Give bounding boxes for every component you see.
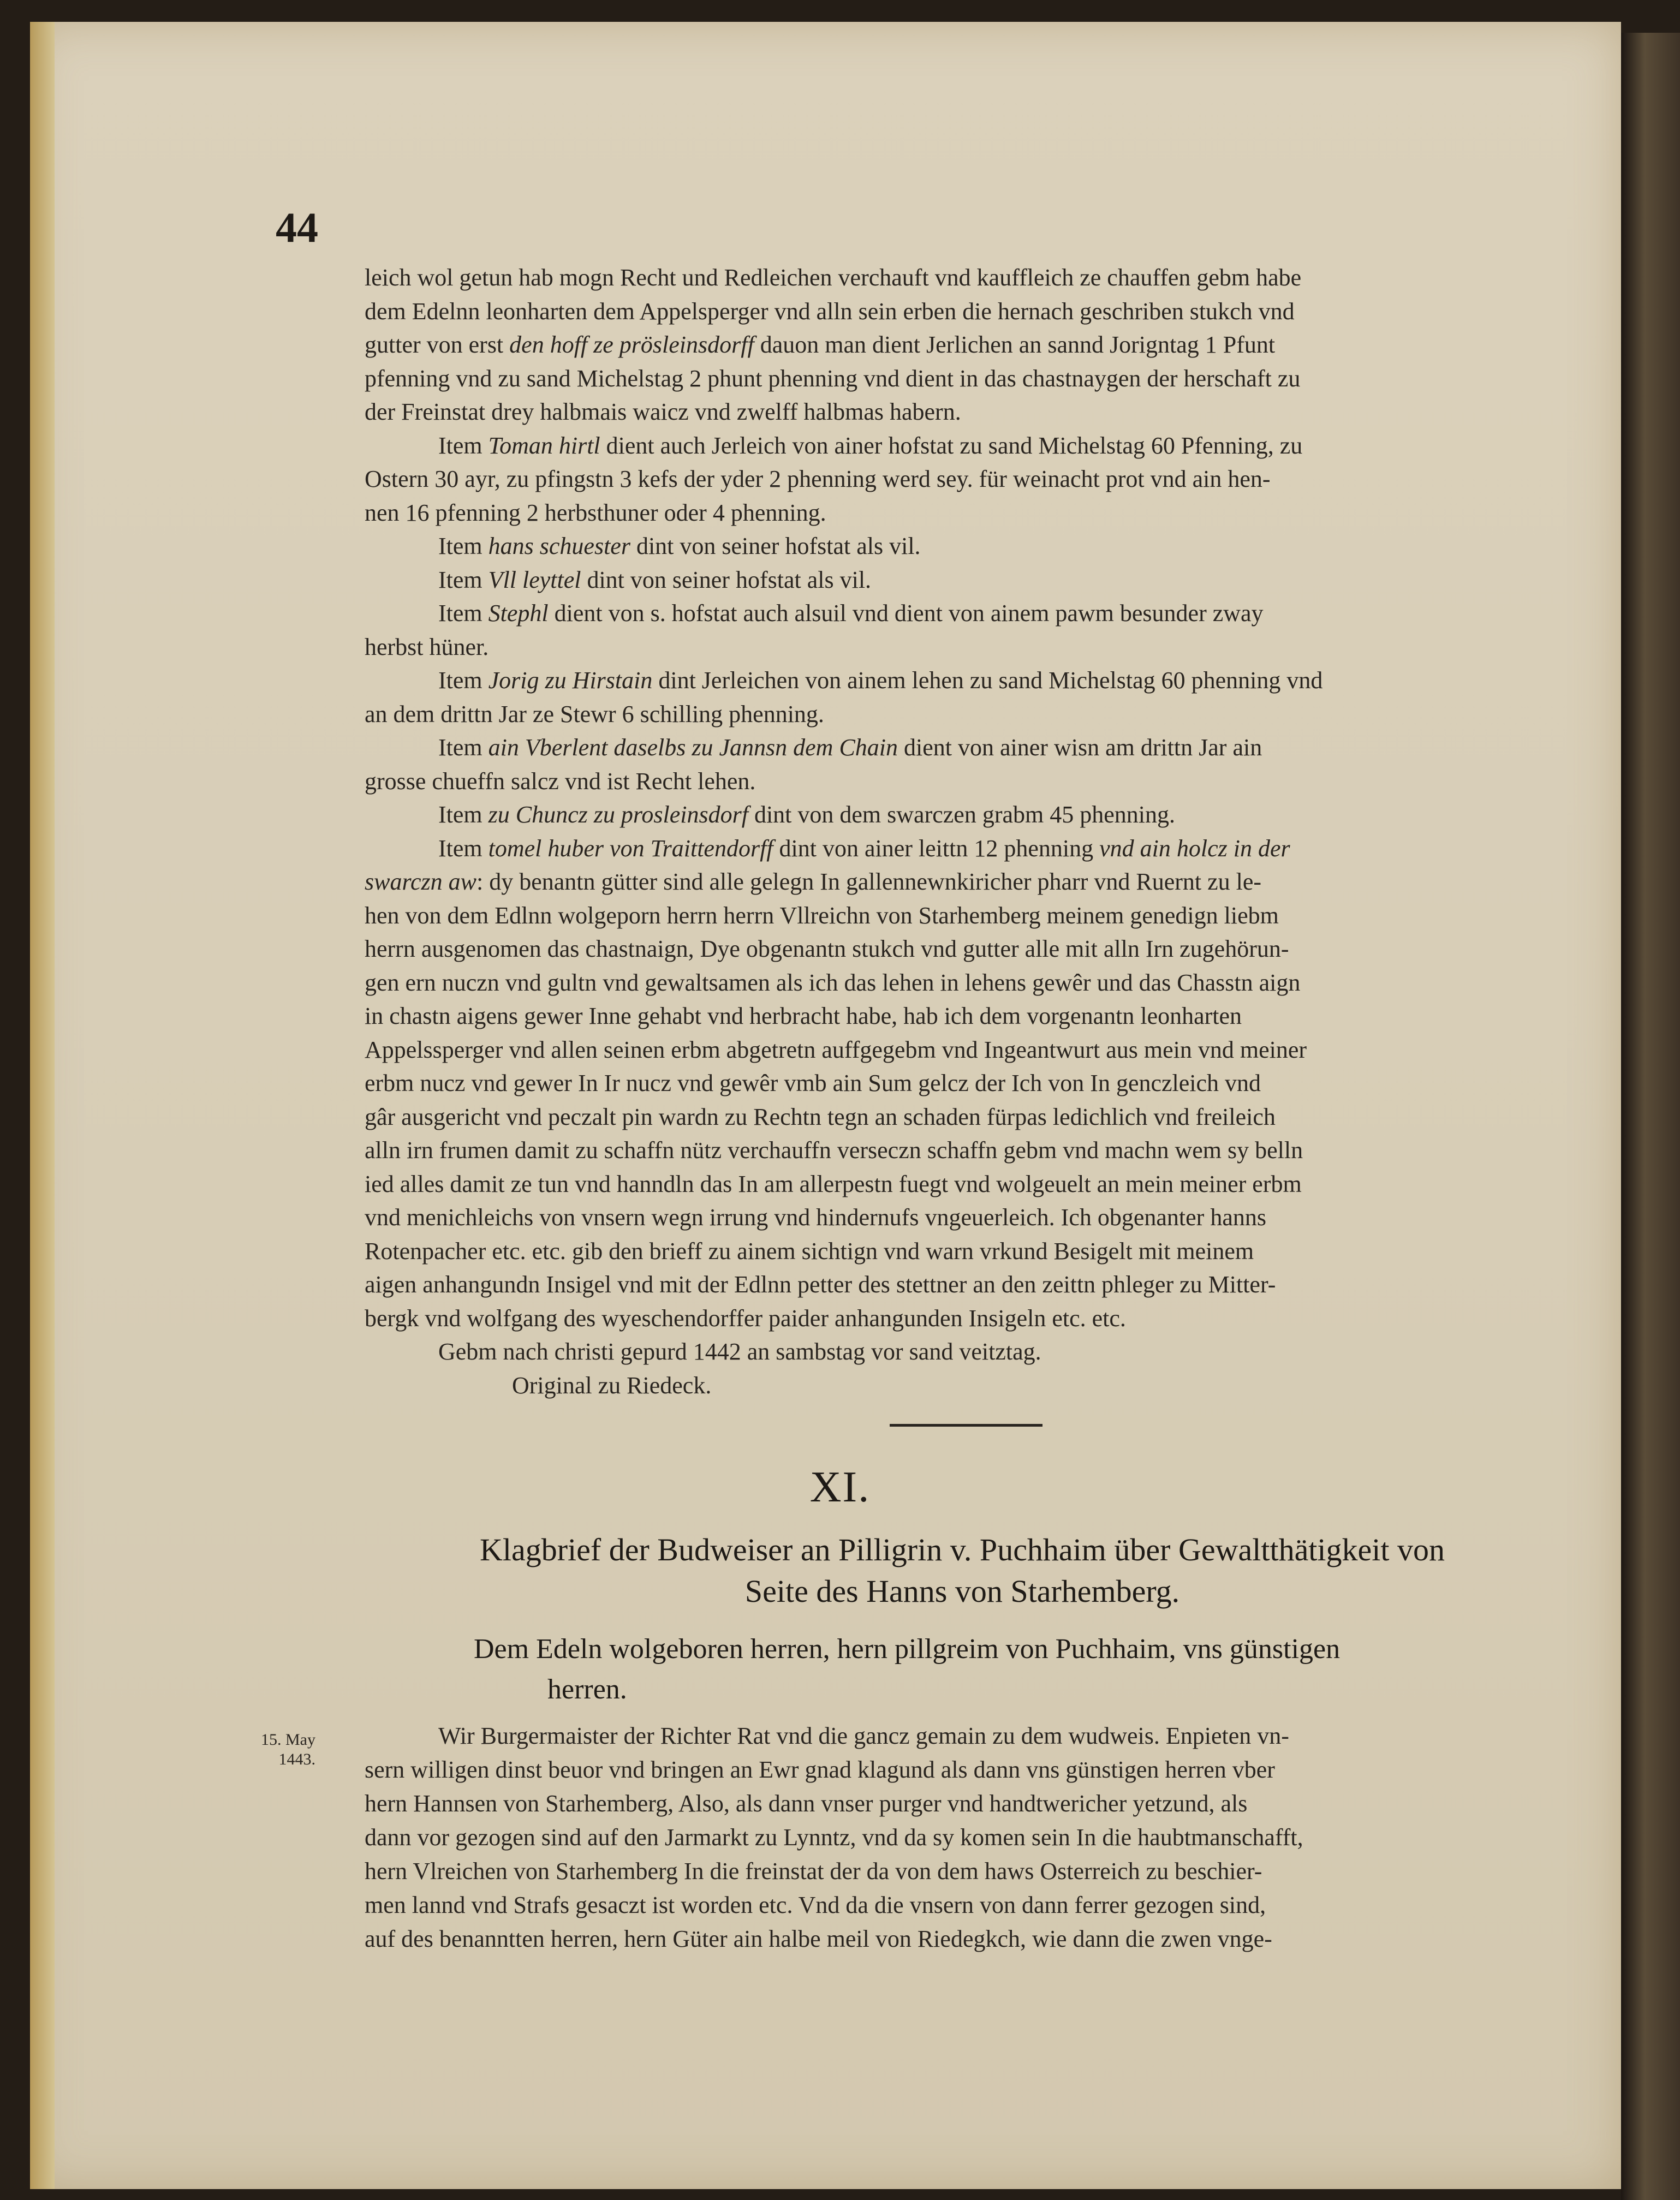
text-segment: Item: [438, 667, 488, 694]
text-line: men lannd vnd Strafs gesaczt ist worden etc. Vnd da die vnsern von dann ferrer gezogen sind,: [365, 1892, 1266, 1918]
text-line: [365, 664, 1554, 697]
text-line: [365, 429, 1554, 463]
text-segment: dem Edelnn leonharten dem Appelsperger vnd alln sein erben die hernach geschriben stukch vnd: [365, 297, 1295, 325]
text-segment: gâr ausgericht vnd peczalt pin wardn zu Rechtn tegn an schaden fürpas ledichlich vnd freileich: [365, 1103, 1276, 1130]
binding-strip: [1621, 33, 1680, 2200]
text-segment: pfenning vnd zu sand Michelstag 2 phunt phenning vnd dient in das chastnaygen der herschaft zu: [365, 365, 1301, 392]
italic-name: tomel huber von Traittendorff: [488, 834, 773, 862]
text-line: [365, 529, 1554, 563]
text-line: [365, 1201, 1554, 1235]
text-line: [365, 295, 1554, 329]
text-line: [365, 1369, 1554, 1403]
text-line: hern Vlreichen von Starhemberg In die freinstat der da von dem haws Osterreich zu beschier-: [365, 1858, 1262, 1885]
text-line: [365, 899, 1554, 933]
text-segment: Item: [438, 533, 488, 559]
section-number: XI.: [809, 1463, 871, 1511]
text-line: [365, 462, 1554, 496]
text-segment: hen von dem Edlnn wolgeporn herrn herrn Vllreichn von Starhemberg meinem genedign liebm: [365, 902, 1279, 929]
text-line: [365, 966, 1554, 1000]
section-title-line: Seite des Hanns von Starhemberg.: [744, 1573, 1180, 1609]
text-line: [365, 496, 1554, 530]
text-segment: dint von seiner hofstat als vil.: [581, 566, 872, 593]
address-line: herren.: [547, 1674, 627, 1705]
text-segment: dient von ainer wisn am drittn Jar ain: [898, 734, 1262, 761]
text-line: [365, 1167, 1554, 1201]
text-line: [365, 1335, 1554, 1369]
italic-name: hans schuester: [488, 533, 630, 559]
italic-name: Toman hirtl: [488, 432, 600, 459]
text-line: auf des benanntten herren, hern Güter ain halbe meil von Riedegkch, wie dann die zwen vnge-: [365, 1925, 1272, 1952]
text-line: [365, 362, 1554, 396]
italic-name: ain Vberlent daselbs zu Jannsn dem Chain: [488, 734, 898, 761]
text-line: sern willigen dinst beuor vnd bringen an Ewr gnad klagund als dann vns günstigen herren vber: [365, 1756, 1275, 1783]
section-title-line: Klagbrief der Budweiser an Pilligrin v. Puchhaim über Gewaltthätigkeit von: [479, 1532, 1445, 1567]
text-segment: Item: [438, 734, 488, 761]
text-segment: Gebm nach christi gepurd 1442 an sambstag vor sand veitztag.: [438, 1338, 1041, 1365]
italic-name: vnd ain holcz in der: [1099, 834, 1290, 862]
text-line: [365, 563, 1554, 597]
page-number: 44: [276, 204, 318, 251]
text-segment: alln irn frumen damit zu schaffn nütz verchauffn verseczn schaffn gebm vnd machn wem sy belln: [365, 1137, 1303, 1164]
text-line: [365, 1134, 1554, 1167]
text-segment: Original zu Riedeck.: [512, 1372, 712, 1399]
text-line: [365, 1033, 1554, 1067]
text-segment: Appelssperger vnd allen seinen erbm abgetretn auffgegebm vnd Ingeantwurt aus mein vnd meiner: [365, 1036, 1307, 1063]
section-title: [365, 1529, 1560, 1612]
text-segment: ied alles damit ze tun vnd hanndln das In am allerpestn fuegt vnd wolgeuelt an mein meiner erbm: [365, 1170, 1302, 1197]
text-line: [365, 798, 1554, 832]
italic-name: Stephl: [488, 600, 549, 627]
text-segment: Rotenpacher etc. etc. gib den brieff zu ainem sichtign vnd warn vrkund Besigelt mit meinem: [365, 1237, 1254, 1265]
italic-name: swarczn aw: [365, 868, 476, 895]
text-line: [365, 1066, 1554, 1100]
text-segment: dient auch Jerleich von ainer hofstat zu sand Michelstag 60 Pfenning, zu: [600, 432, 1303, 459]
text-segment: Item: [438, 834, 488, 862]
text-segment: nen 16 pfenning 2 herbsthuner oder 4 phenning.: [365, 499, 826, 526]
text-segment: erbm nucz vnd gewer In Ir nucz vnd gewêr vmb ain Sum gelcz der Ich von In genczleich vnd: [365, 1070, 1261, 1096]
text-line: [365, 1302, 1554, 1335]
italic-name: zu Chuncz zu prosleinsdorf: [488, 801, 748, 828]
text-segment: der Freinstat drey halbmais waicz vnd zwelff halbmas habern.: [365, 398, 961, 425]
text-segment: Item: [438, 600, 488, 627]
text-segment: dint von seiner hofstat als vil.: [630, 533, 921, 559]
text-segment: dint von dem swarczen grabm 45 phenning.: [748, 801, 1175, 828]
text-segment: vnd menichleichs von vnsern wegn irrung vnd hindernufs vngeuerleich. Ich obgenanter hanns: [365, 1204, 1266, 1231]
text-segment: Item: [438, 801, 488, 828]
text-line: [365, 1235, 1554, 1268]
page-gutter-edge: [30, 22, 55, 2189]
text-line: [365, 999, 1554, 1033]
text-segment: herrn ausgenomen das chastnaign, Dye obgenantn stukch vnd gutter alle mit alln Irn zugehörun-: [365, 935, 1289, 962]
text-segment: Item: [438, 566, 488, 593]
text-segment: gutter von erst: [365, 331, 510, 358]
margin-note-line: 1443.: [278, 1750, 315, 1768]
text-line: hern Hannsen von Starhemberg, Also, als dann vnser purger vnd handtwericher yetzund, als: [365, 1790, 1248, 1817]
text-line: [365, 597, 1554, 630]
text-line: [365, 1268, 1554, 1302]
text-segment: grosse chueffn salcz vnd ist Recht lehen.: [365, 767, 756, 795]
text-segment: dauon man dient Jerlichen an sannd Jorigntag 1 Pfunt: [754, 331, 1276, 358]
text-line: [365, 1100, 1554, 1134]
text-segment: : dy benantn gütter sind alle gelegn In gallennewnkiricher pharr vnd Ruernt zu le-: [476, 868, 1262, 895]
text-segment: in chastn aigens gewer Inne gehabt vnd herbracht habe, hab ich dem vorgenantn leonharten: [365, 1003, 1242, 1029]
text-segment: aigen anhangundn Insigel vnd mit der Edlnn petter des stettner an den zeittn phleger zu Mitter-: [365, 1271, 1276, 1298]
text-line: [365, 932, 1554, 966]
text-line: [365, 697, 1554, 731]
text-segment: dient von s. hofstat auch alsuil vnd dient von ainem pawm besunder zway: [548, 600, 1264, 627]
text-segment: Item: [438, 432, 488, 459]
italic-name: Vll leyttel: [488, 566, 581, 593]
text-line: [365, 630, 1554, 664]
text-line: Wir Burgermaister der Richter Rat vnd die gancz gemain zu dem wudweis. Enpieten vn-: [438, 1722, 1289, 1749]
text-line: [365, 865, 1554, 899]
text-segment: Ostern 30 ayr, zu pfingstn 3 kefs der yder 2 phenning werd sey. für weinacht prot vnd ain hen-: [365, 466, 1271, 492]
letter-address: [474, 1629, 1560, 1710]
italic-name: den hoff ze prösleinsdorff: [509, 331, 754, 358]
address-line: Dem Edeln wolgeboren herren, hern pillgreim von Puchhaim, vns günstigen: [474, 1633, 1341, 1665]
text-line: dann vor gezogen sind auf den Jarmarkt zu Lynntz, vnd da sy komen sein In die haubtmanschafft,: [365, 1824, 1303, 1851]
text-line: [365, 731, 1554, 765]
text-line: [365, 395, 1554, 429]
margin-note-line: 15. May: [261, 1731, 315, 1749]
document-text-block: [365, 261, 1554, 1402]
italic-name: Jorig zu Hirstain: [488, 667, 653, 694]
text-segment: bergk vnd wolfgang des wyeschendorffer paider anhangunden Insigeln etc. etc.: [365, 1304, 1126, 1332]
section-divider: [890, 1424, 1042, 1427]
text-segment: dint von ainer leittn 12 phenning: [773, 834, 1100, 862]
text-segment: an dem drittn Jar ze Stewr 6 schilling phenning.: [365, 700, 824, 728]
text-line: [365, 261, 1554, 295]
letter-body-text: [365, 1719, 1554, 1956]
text-segment: gen ern nuczn vnd gultn vnd gewaltsamen als ich das lehen in lehens gewêr und das Chasstn aign: [365, 969, 1301, 996]
text-line: [365, 765, 1554, 798]
margin-date-note: [261, 1730, 315, 1769]
text-line: [365, 328, 1554, 362]
text-segment: herbst hüner.: [365, 633, 489, 660]
text-segment: leich wol getun hab mogn Recht und Redleichen verchauft vnd kauffleich ze chauffen gebm habe: [365, 264, 1302, 291]
text-line: [365, 832, 1554, 866]
text-segment: dint Jerleichen von ainem lehen zu sand Michelstag 60 phenning vnd: [652, 667, 1323, 694]
